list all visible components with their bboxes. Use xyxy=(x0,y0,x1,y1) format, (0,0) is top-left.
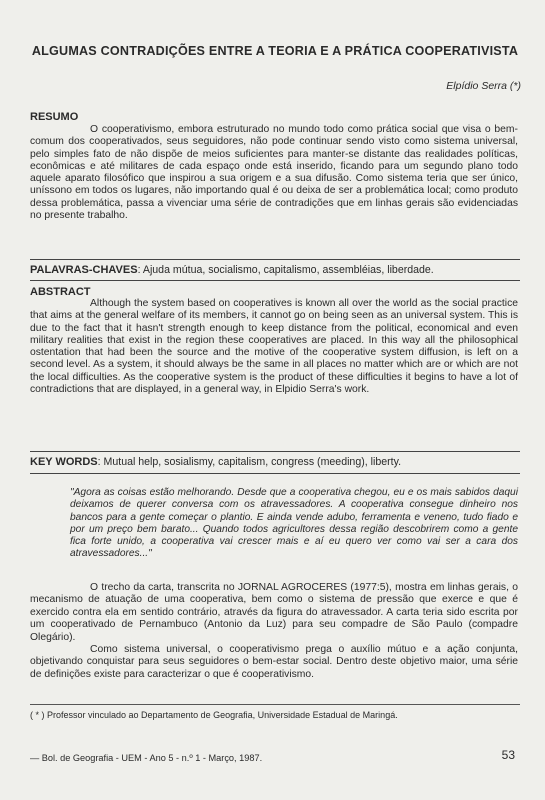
journal-citation: — Bol. de Geografia - UEM - Ano 5 - n.º 1 - Março, 1987. xyxy=(30,753,263,763)
divider xyxy=(30,259,520,260)
resumo-heading: RESUMO xyxy=(30,111,79,123)
palavras-chaves: PALAVRAS-CHAVES: Ajuda mútua, socialismo, capitalismo, assembléias, liberdade. xyxy=(30,264,434,276)
abstract-heading: ABSTRACT xyxy=(30,286,91,298)
author-name: Elpídio Serra (*) xyxy=(446,80,521,92)
article-title: ALGUMAS CONTRADIÇÕES ENTRE A TEORIA E A PRÁTICA COOPERATIVISTA xyxy=(31,44,519,58)
block-quote: "Agora as coisas estão melhorando. Desde que a cooperativa chegou, eu e os mais sabidos daqui deixamos de querer conversa com os atravessadores. A cooperativa consegue dinheiro nos bancos para a gente começar o plantio. E ainda vende adubo, ferramenta e veneno, tudo fiado e por um preço bem barato... Quando todos agricultores dessa região descobrirem como a gente fica forte unido, a cooperativa vai crescer mais e aí eu quero ver como vai ser a cara dos atravessadores..." xyxy=(70,487,518,560)
body-text xyxy=(30,582,518,681)
key-words-label: KEY WORDS xyxy=(30,456,98,468)
body-paragraph: O trecho da carta, transcrita no JORNAL AGROCERES (1977:5), mostra em linhas gerais, o mecanismo de atuação de uma cooperativa, bem como o sistema de pressão que exerce e que é exercido contra ela em sentido contrário, através da figura do atravessador. A carta teria sido escrita por um cooperativado de Pernambuco (Antonio da Luz) para seu compadre de São Paulo (compadre Olegário). xyxy=(30,582,518,643)
key-words-text: Mutual help, sosialismy, capitalism, congress (meeding), liberty. xyxy=(103,456,402,468)
palavras-chaves-text: Ajuda mútua, socialismo, capitalismo, assembléias, liberdade. xyxy=(142,264,434,276)
page-number: 53 xyxy=(501,748,515,762)
footnote-divider xyxy=(30,704,520,705)
divider xyxy=(30,451,520,452)
palavras-chaves-label: PALAVRAS-CHAVES xyxy=(30,264,138,276)
key-words: KEY WORDS: Mutual help, sosialismy, capitalism, congress (meeding), liberty. xyxy=(30,456,402,468)
resumo-text: O cooperativismo, embora estruturado no mundo todo como prática social que visa o bem-comum dos cooperativados, seus seguidores, não pode continuar sendo visto como sistema universal, pelo simples fato de não dispõe de meios suficientes para manter-se distante das realidades políticas, econômicas e até militares de cada espaço onde está inserido, ficando para um segundo plano todo aquele aparato filosófico que inspirou a sua origem e a sua difusão. Como sistema teria que ser único, uníssono em todos os lugares, não importando qual é ou deixa de ser a problemática local; como produto dessa problemática, passa a vivenciar uma série de contradições que em linhas gerais são evidenciadas no presente trabalho. xyxy=(30,124,518,222)
divider xyxy=(30,280,520,281)
body-paragraph: Como sistema universal, o cooperativismo prega o auxílio mútuo e a ação conjunta, objetivando conquistar para seus seguidores o bem-estar social. Dentro deste objetivo maior, uma série de definições existe para caracterizar o que é cooperativismo. xyxy=(30,644,518,680)
divider xyxy=(30,473,520,474)
abstract-text: Although the system based on cooperatives is known all over the world as the social practice that aims at the general welfare of its members, it cannot go on being seen as an universal system. This is due to the fact that it hasn't strength enough to keep distance from the political, economical and even military realities that exist in the region these cooperatives are placed. In this way all the philosophical ostentation that had been the source and the motive of the cooperative system diffusion, is left on a second level. As a system, it should always be the same in all places no matter which are or which are not the local difficulties. As the cooperative system is the product of these difficulties it begins to have a lot of contradictions that are displayed, in a general way, in Elpidio Serra's work. xyxy=(30,298,518,396)
footnote: ( * ) Professor vinculado ao Departamento de Geografia, Universidade Estadual de Maringá. xyxy=(30,710,398,720)
